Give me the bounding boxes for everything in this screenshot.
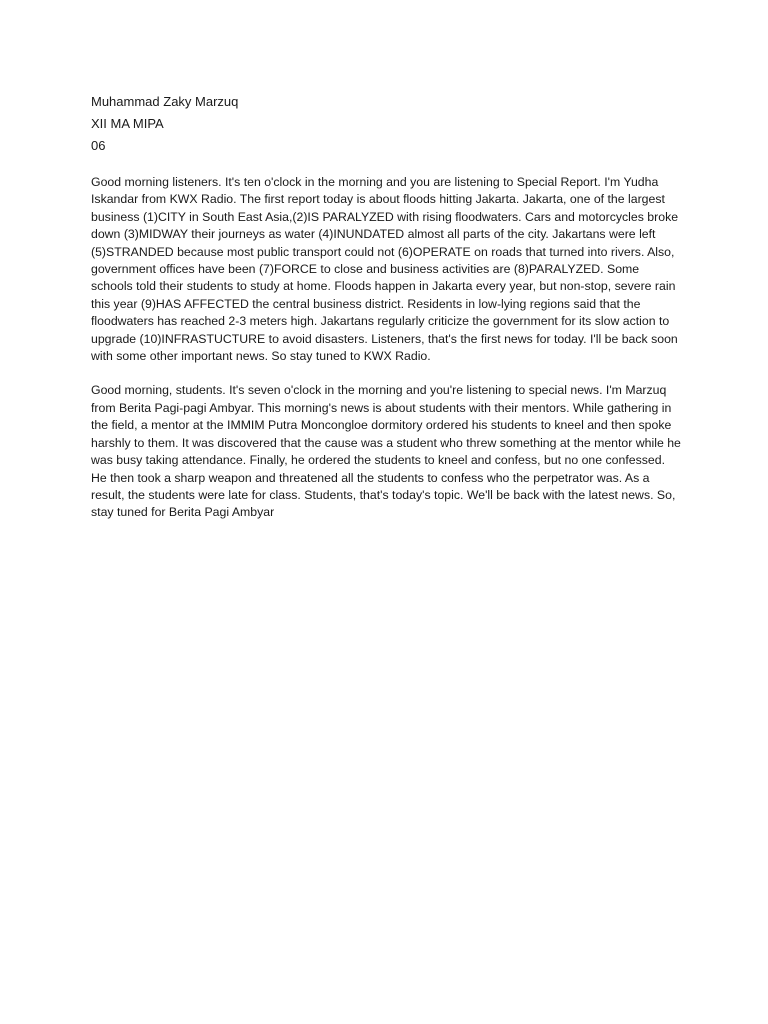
class-label: XII MA MIPA (91, 116, 164, 131)
news-paragraph-mentor-report: Good morning, students. It's seven o'clock in the morning and you're listening to special news. I'm Marzuq from Berita Pagi-pagi Ambyar. This morning's news is about students with their mentors. While gathering in the field, a mentor at the IMMIM Putra Moncongloe dormitory ordered his students to kneel and then spoke harshly to them. It was discovered that the cause was a student who threw something at the mentor while he was busy taking attendance. Finally, he ordered the students to kneel and confess, but no one confessed. He then took a sharp weapon and threatened all the students to confess who the perpetrator was. As a result, the students were late for class. Students, that's today's topic. We'll be back with the latest news. So, stay tuned for Berita Pagi Ambyar (91, 383, 681, 520)
news-paragraph-flood-report: Good morning listeners. It's ten o'clock in the morning and you are listening to Special Report. I'm Yudha Iskandar from KWX Radio. The first report today is about floods hitting Jakarta. Jakarta, one of the largest business (1)CITY in South East Asia,(2)IS PARALYZED with rising floodwaters. Cars and motorcycles broke down (3)MIDWAY their journeys as water (4)INUNDATED almost all parts of the city. Jakartans were left (5)STRANDED because most public transport could not (6)OPERATE on roads that turned into rivers. Also, government offices have been (7)FORCE to close and business activities are (8)PARALYZED. Some schools told their students to study at home. Floods happen in Jakarta every year, but non-stop, severe rain this year (9)HAS AFFECTED the central business district. Residents in low-lying regions said that the floodwaters has reached 2-3 meters high. Jakartans regularly criticize the government for its slow action to upgrade (10)INFRASTUCTURE to avoid disasters. Listeners, that's the first news for today. I'll be back soon with some other important news. So stay tuned to KWX Radio. (91, 175, 679, 364)
document-content (91, 94, 683, 522)
author-name: Muhammad Zaky Marzuq (91, 94, 239, 109)
student-number: 06 (91, 138, 106, 153)
